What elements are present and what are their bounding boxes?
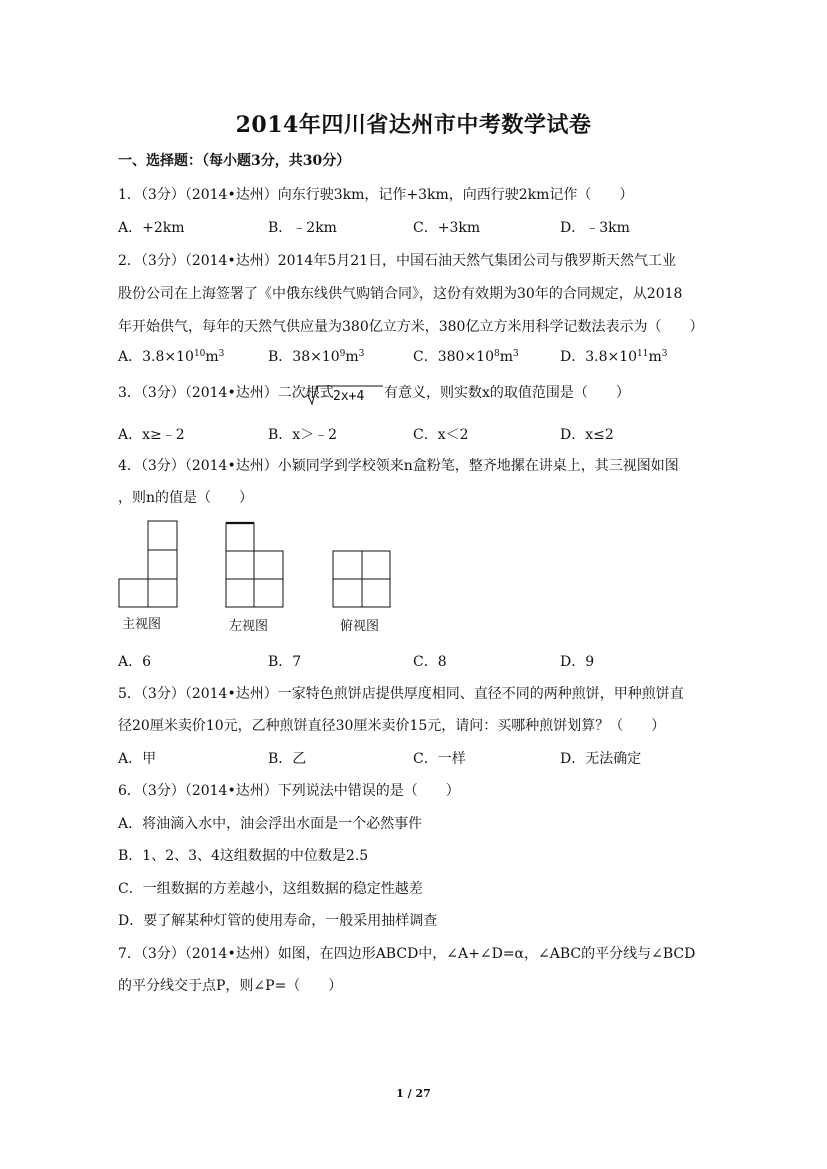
option-c: [413, 346, 519, 366]
option-a: A．+2km: [118, 220, 185, 236]
option-unit: m: [648, 349, 662, 365]
option-label: B．: [268, 349, 293, 365]
question-6-text: 6．（3分）（2014•达州）下列说法中错误的是（ ）: [118, 783, 460, 799]
option-base: 38×10: [292, 349, 340, 365]
option-unit-exponent: 3: [513, 349, 519, 359]
option-a: [118, 346, 224, 366]
option-unit: m: [205, 349, 219, 365]
option-base: 380×10: [437, 349, 494, 365]
question-2-line-1: 2．（3分）（2014•达州）2014年5月21日，中国石油天然气集团公司与俄罗斯天然气工业: [118, 253, 677, 269]
question-3-prefix: 3．（3分）（2014•达州）二次根式: [118, 385, 334, 401]
option-c: C．一组数据的方差越小，这组数据的稳定性越差: [118, 881, 423, 897]
page-number: 1 / 27: [396, 1087, 431, 1100]
option-d: D．x≤2: [560, 427, 614, 443]
option-exponent: 10: [193, 349, 206, 359]
question-2-line-2: 股份公司在上海签署了《中俄东线供气购销合同》，这份有效期为30年的合同规定，从2018: [118, 286, 683, 302]
option-c: C．一样: [413, 751, 466, 767]
option-unit: m: [499, 349, 514, 365]
option-a: A．甲: [118, 751, 157, 767]
option-c: C．+3km: [413, 220, 481, 236]
option-base: 3.8×10: [142, 349, 194, 365]
option-exponent: 8: [494, 349, 500, 359]
question-5-line-2: 径20厘米卖价10元，乙种煎饼直径30厘米卖价15元，请问：买哪种煎饼划算？（ ）: [118, 718, 666, 734]
option-b: B．7: [268, 654, 302, 670]
option-d: D．要了解某种灯管的使用寿命，一般采用抽样调查: [118, 913, 438, 929]
option-exponent: 9: [339, 349, 346, 359]
option-exponent: 11: [637, 349, 649, 359]
option-a: A．6: [118, 654, 152, 670]
question-1-text: 1．（3分）（2014•达州）向东行驶3km，记作+3km，向西行驶2km记作（ ）: [118, 187, 634, 203]
option-b: B．x＞﹣2: [268, 427, 338, 443]
option-b: B．1、2、3、4这组数据的中位数是2.5: [118, 848, 369, 864]
section-heading: 一、选择题：（每小题3分，共30分）: [118, 153, 351, 169]
option-a: A．x≥﹣2: [118, 427, 185, 443]
option-label: A．: [118, 349, 143, 365]
question-2-options: [118, 346, 718, 366]
square-root-sign: [304, 384, 384, 406]
side-view-label: 左视图: [229, 619, 269, 634]
question-3-suffix: 有意义，则实数x的取值范围是（ ）: [384, 385, 630, 401]
option-d: [560, 346, 668, 366]
question-7-line-2: 的平分线交于点P，则∠P=（ ）: [118, 978, 343, 994]
question-4-options: [118, 651, 718, 671]
question-3-options: [118, 424, 718, 444]
exam-title: 2014年四川省达州市中考数学试卷: [235, 112, 592, 138]
side-view: [226, 523, 283, 607]
option-unit: m: [345, 349, 359, 365]
option-a: A．将油滴入水中，油会浮出水面是一个必然事件: [118, 816, 423, 832]
front-view: [119, 521, 177, 607]
option-unit-exponent: 3: [358, 349, 365, 359]
question-1-options: [118, 217, 718, 237]
front-view-label: 主视图: [122, 617, 162, 632]
question-5-line-1: 5．（3分）（2014•达州）一家特色煎饼店提供厚度相同、直径不同的两种煎饼，甲种煎饼直: [118, 686, 684, 702]
top-view: [333, 551, 390, 607]
option-b: [268, 346, 364, 366]
option-d: D．﹣3km: [560, 220, 630, 236]
question-4-line-2: ，则n的值是（ ）: [118, 490, 254, 506]
option-b: B．﹣2km: [268, 220, 337, 236]
question-5-options: [118, 748, 718, 768]
question-7-line-1: 7．（3分）（2014•达州）如图，在四边形ABCD中，∠A+∠D=α，∠ABC的平分线与∠BCD: [118, 946, 696, 962]
option-unit-exponent: 3: [661, 349, 668, 359]
option-base: 3.8×10: [585, 349, 638, 365]
option-b: B．乙: [268, 751, 307, 767]
three-views-figure: [115, 518, 405, 638]
radicand: ﹣2x+4: [320, 389, 365, 404]
option-label: D．: [560, 349, 586, 365]
option-d: D．9: [560, 654, 595, 670]
top-view-label: 俯视图: [340, 619, 380, 634]
option-d: D．无法确定: [560, 751, 642, 767]
option-unit-exponent: 3: [218, 349, 225, 359]
question-2-line-3: 年开始供气，每年的天然气供应量为380亿立方米，380亿立方米用科学记数法表示为（ ）: [118, 319, 704, 335]
option-c: C．x＜2: [413, 427, 469, 443]
option-c: C．8: [413, 654, 447, 670]
option-label: C．: [413, 349, 438, 365]
question-4-line-1: 4．（3分）（2014•达州）小颖同学到学校领来n盒粉笔，整齐地摞在讲桌上，其三视图如图: [118, 458, 679, 474]
